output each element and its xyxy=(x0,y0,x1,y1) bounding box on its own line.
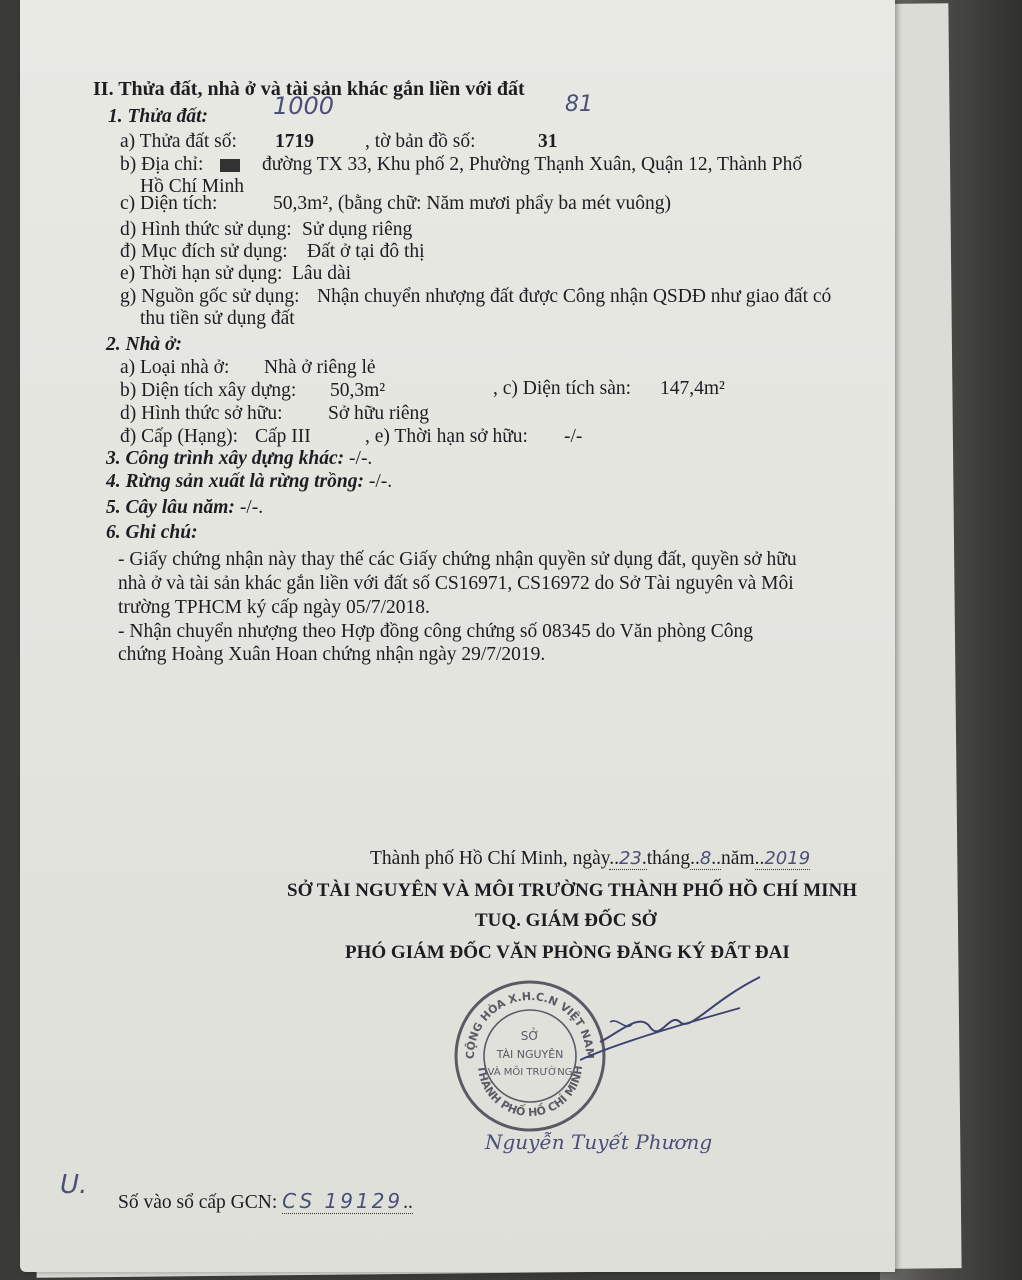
notes-line-1: - Giấy chứng nhận này thay thế các Giấy chứng nhận quyền sử dụng đất, quyền sở hữu xyxy=(118,549,797,570)
house-build-area: 50,3m² xyxy=(330,380,386,401)
land-g-label: g) Nguồn gốc sử dụng: xyxy=(120,286,300,307)
gcn-label: Số vào sổ cấp GCN: xyxy=(118,1192,278,1213)
certificate-page xyxy=(20,0,895,1272)
house-dd-label: đ) Cấp (Hạng): xyxy=(120,426,239,447)
date-line: Thành phố Hồ Chí Minh, ngày..23.tháng..8..năm..2019 xyxy=(370,848,811,869)
item-4-value: -/-. xyxy=(368,471,393,492)
land-area: 50,3m², (bằng chữ: Năm mươi phẩy ba mét vuông) xyxy=(273,193,671,214)
stamp-inner-2: TÀI NGUYÊN xyxy=(496,1048,564,1061)
land-origin: Nhận chuyển nhượng đất được Công nhận QSDĐ như giao đất có xyxy=(317,286,832,307)
land-plot-number: 1719 xyxy=(275,131,314,152)
house-a-label: a) Loại nhà ở: xyxy=(120,357,230,378)
section-title: II. Thửa đất, nhà ở và tài sản khác gắn liền với đất xyxy=(93,78,525,100)
signature-stroke-3 xyxy=(610,1021,632,1026)
land-address: đường TX 33, Khu phố 2, Phường Thạnh Xuân, Quận 12, Thành Phố xyxy=(262,154,803,175)
land-map-label: , tờ bản đồ số: xyxy=(365,131,476,152)
land-heading: 1. Thửa đất: xyxy=(108,106,208,127)
stamp-bottom-text: THÀNH PHỐ HỒ CHÍ MINH xyxy=(474,1064,586,1120)
authority-line-3: PHÓ GIÁM ĐỐC VĂN PHÒNG ĐĂNG KÝ ĐẤT ĐAI xyxy=(345,942,790,963)
land-e-label: e) Thời hạn sử dụng: xyxy=(120,263,283,284)
stamp-inner-3: VÀ MÔI TRƯỜNG xyxy=(487,1067,573,1078)
date-day: 23 xyxy=(618,848,642,869)
signature-stroke-2 xyxy=(580,1008,740,1060)
land-d-label: d) Hình thức sử dụng: xyxy=(120,219,292,240)
house-type: Nhà ở riêng lẻ xyxy=(264,357,376,378)
item-3-heading: 3. Công trình xây dựng khác: xyxy=(106,448,345,469)
signer-name: Nguyễn Tuyết Phương xyxy=(485,1130,713,1154)
house-floor-area: 147,4m² xyxy=(660,378,725,399)
year-label: năm xyxy=(721,848,755,869)
house-heading: 2. Nhà ở: xyxy=(106,334,183,355)
item-4-heading: 4. Rừng sản xuất là rừng trồng: xyxy=(106,471,364,492)
land-dd-label: đ) Mục đích sử dụng: xyxy=(120,241,288,262)
notes-line-5: chứng Hoàng Xuân Hoan chứng nhận ngày 29/7/2019. xyxy=(118,644,546,665)
date-year: 2019 xyxy=(764,848,811,869)
house-own-term: -/- xyxy=(564,426,583,447)
house-b-label: b) Diện tích xây dựng: xyxy=(120,380,297,401)
house-c-label: , c) Diện tích sàn: xyxy=(493,378,632,399)
land-c-label: c) Diện tích: xyxy=(120,193,218,214)
item-5 xyxy=(106,497,263,519)
gcn-line: Số vào sổ cấp GCN: CS 19129.. xyxy=(118,1189,413,1213)
item-4 xyxy=(106,471,392,493)
item-5-heading: 5. Cây lâu năm: xyxy=(106,497,235,518)
land-usage-form: Sử dụng riêng xyxy=(302,219,413,240)
stamp-outer-text: CỘNG HÒA X.H.C.N VIỆT NAM xyxy=(463,989,597,1060)
date-prefix: Thành phố Hồ Chí Minh, ngày xyxy=(370,848,610,869)
authority-line-2: TUQ. GIÁM ĐỐC SỞ xyxy=(475,910,657,931)
notes-line-3: trường TPHCM ký cấp ngày 05/7/2018. xyxy=(118,597,430,618)
gcn-number: CS 19129 xyxy=(282,1189,404,1213)
date-month: 8 xyxy=(699,848,712,869)
land-a-label: a) Thửa đất số: xyxy=(120,131,237,152)
land-map-number: 31 xyxy=(538,131,558,152)
land-purpose: Đất ở tại đô thị xyxy=(307,241,425,262)
notes-line-4: - Nhận chuyển nhượng theo Hợp đồng công chứng số 08345 do Văn phòng Công xyxy=(118,621,753,642)
handwritten-number-2: 81 xyxy=(565,92,593,117)
house-grade: Cấp III xyxy=(255,426,311,447)
handwritten-initial: U. xyxy=(60,1170,88,1200)
land-term: Lâu dài xyxy=(292,263,352,284)
handwritten-number-1: 1000 xyxy=(273,92,335,120)
land-origin-2: thu tiền sử dụng đất xyxy=(140,308,295,329)
house-d-label: d) Hình thức sở hữu: xyxy=(120,403,283,424)
house-ownership: Sở hữu riêng xyxy=(328,403,430,424)
notes-line-2: nhà ở và tài sản khác gắn liền với đất số CS16971, CS16972 do Sở Tài nguyên và Môi xyxy=(118,573,794,594)
land-address-2: Hồ Chí Minh xyxy=(140,176,245,197)
stamp-inner-1: SỞ xyxy=(520,1029,540,1043)
signature xyxy=(580,972,770,1062)
item-3 xyxy=(106,448,372,470)
authority-line-1: SỞ TÀI NGUYÊN VÀ MÔI TRƯỜNG THÀNH PHỐ HỒ CHÍ MINH xyxy=(287,880,858,901)
land-b-label: b) Địa chỉ: xyxy=(120,154,204,175)
house-e-label: , e) Thời hạn sở hữu: xyxy=(365,426,528,447)
redacted-block xyxy=(220,154,240,176)
notes-heading: 6. Ghi chú: xyxy=(106,522,198,543)
month-label: tháng xyxy=(646,848,691,869)
item-3-value: -/-. xyxy=(349,448,373,469)
item-5-value: -/-. xyxy=(239,497,264,518)
